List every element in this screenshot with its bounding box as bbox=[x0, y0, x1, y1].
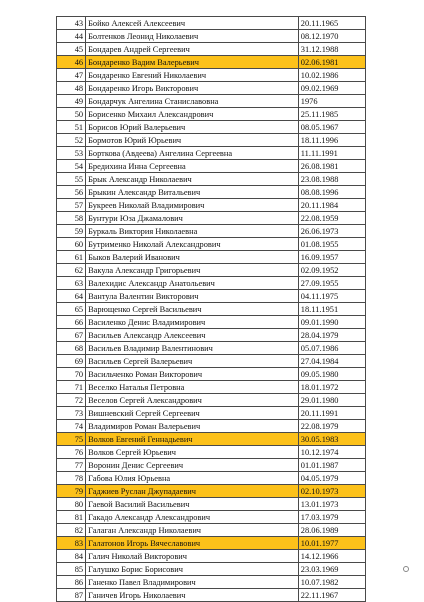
person-name-cell: Галушко Борис Борисович bbox=[86, 563, 299, 576]
row-number-cell: 81 bbox=[57, 511, 86, 524]
table-row bbox=[57, 368, 366, 381]
page-corner-mark bbox=[403, 566, 409, 572]
person-name-cell: Бондаренко Игорь Викторович bbox=[86, 82, 299, 95]
person-name-cell: Брыкин Александр Витальевич bbox=[86, 186, 299, 199]
birth-date-cell: 02.10.1973 bbox=[298, 485, 365, 498]
table-row bbox=[57, 433, 366, 446]
birth-date-cell: 26.08.1981 bbox=[298, 160, 365, 173]
table-row bbox=[57, 225, 366, 238]
person-name-cell: Гакадо Александр Александрович bbox=[86, 511, 299, 524]
birth-date-cell: 09.01.1990 bbox=[298, 316, 365, 329]
person-name-cell: Волков Сергей Юрьевич bbox=[86, 446, 299, 459]
row-number-cell: 44 bbox=[57, 30, 86, 43]
person-name-cell: Варющенко Сергей Васильевич bbox=[86, 303, 299, 316]
table-row bbox=[57, 264, 366, 277]
person-name-cell: Бондарев Андрей Сергеевич bbox=[86, 43, 299, 56]
roster-table bbox=[56, 16, 366, 602]
table-row bbox=[57, 56, 366, 69]
person-name-cell: Быков Валерий Иванович bbox=[86, 251, 299, 264]
row-number-cell: 70 bbox=[57, 368, 86, 381]
table-row bbox=[57, 459, 366, 472]
table-row bbox=[57, 316, 366, 329]
birth-date-cell: 29.01.1980 bbox=[298, 394, 365, 407]
row-number-cell: 78 bbox=[57, 472, 86, 485]
person-name-cell: Волков Евгений Геннадьевич bbox=[86, 433, 299, 446]
row-number-cell: 45 bbox=[57, 43, 86, 56]
table-row bbox=[57, 407, 366, 420]
table-row bbox=[57, 147, 366, 160]
table-row bbox=[57, 381, 366, 394]
table-row bbox=[57, 108, 366, 121]
person-name-cell: Вишневский Сергей Сергеевич bbox=[86, 407, 299, 420]
birth-date-cell: 18.11.1996 bbox=[298, 134, 365, 147]
person-name-cell: Бойко Алексей Алексеевич bbox=[86, 17, 299, 30]
person-name-cell: Бредихина Инна Сергеевна bbox=[86, 160, 299, 173]
person-name-cell: Василенко Денис Владимирович bbox=[86, 316, 299, 329]
row-number-cell: 52 bbox=[57, 134, 86, 147]
person-name-cell: Брык Александр Николаевич bbox=[86, 173, 299, 186]
row-number-cell: 51 bbox=[57, 121, 86, 134]
table-row bbox=[57, 277, 366, 290]
birth-date-cell: 09.02.1969 bbox=[298, 82, 365, 95]
person-name-cell: Веселов Сергей Александрович bbox=[86, 394, 299, 407]
birth-date-cell: 22.11.1967 bbox=[298, 589, 365, 602]
table-row bbox=[57, 17, 366, 30]
person-name-cell: Борткова (Авдеева) Ангелина Сергеевна bbox=[86, 147, 299, 160]
row-number-cell: 68 bbox=[57, 342, 86, 355]
person-name-cell: Васильев Александр Алексеевич bbox=[86, 329, 299, 342]
birth-date-cell: 02.06.1981 bbox=[298, 56, 365, 69]
person-name-cell: Веселко Наталья Петровна bbox=[86, 381, 299, 394]
table-row bbox=[57, 303, 366, 316]
row-number-cell: 87 bbox=[57, 589, 86, 602]
person-name-cell: Галатонов Игорь Вячеславович bbox=[86, 537, 299, 550]
person-name-cell: Гаевой Василий Васильевич bbox=[86, 498, 299, 511]
birth-date-cell: 22.08.1979 bbox=[298, 420, 365, 433]
row-number-cell: 63 bbox=[57, 277, 86, 290]
birth-date-cell: 31.12.1988 bbox=[298, 43, 365, 56]
table-row bbox=[57, 420, 366, 433]
row-number-cell: 67 bbox=[57, 329, 86, 342]
row-number-cell: 47 bbox=[57, 69, 86, 82]
birth-date-cell: 10.02.1986 bbox=[298, 69, 365, 82]
birth-date-cell: 25.11.1985 bbox=[298, 108, 365, 121]
table-row bbox=[57, 537, 366, 550]
row-number-cell: 71 bbox=[57, 381, 86, 394]
table-row bbox=[57, 342, 366, 355]
table-row bbox=[57, 134, 366, 147]
person-name-cell: Гаджиев Руслан Джупадаевич bbox=[86, 485, 299, 498]
birth-date-cell: 09.05.1980 bbox=[298, 368, 365, 381]
person-name-cell: Галаган Александр Николаевич bbox=[86, 524, 299, 537]
birth-date-cell: 01.08.1955 bbox=[298, 238, 365, 251]
person-name-cell: Бутрименко Николай Александрович bbox=[86, 238, 299, 251]
birth-date-cell: 08.08.1996 bbox=[298, 186, 365, 199]
table-row bbox=[57, 329, 366, 342]
table-row bbox=[57, 43, 366, 56]
row-number-cell: 61 bbox=[57, 251, 86, 264]
table-row bbox=[57, 524, 366, 537]
table-row bbox=[57, 173, 366, 186]
row-number-cell: 56 bbox=[57, 186, 86, 199]
table-row bbox=[57, 160, 366, 173]
birth-date-cell: 26.06.1973 bbox=[298, 225, 365, 238]
row-number-cell: 85 bbox=[57, 563, 86, 576]
birth-date-cell: 28.06.1989 bbox=[298, 524, 365, 537]
person-name-cell: Бормотов Юрий Юрьевич bbox=[86, 134, 299, 147]
row-number-cell: 46 bbox=[57, 56, 86, 69]
birth-date-cell: 14.12.1966 bbox=[298, 550, 365, 563]
table-row bbox=[57, 446, 366, 459]
birth-date-cell: 20.11.1965 bbox=[298, 17, 365, 30]
birth-date-cell: 23.08.1988 bbox=[298, 173, 365, 186]
table-row bbox=[57, 82, 366, 95]
birth-date-cell: 28.04.1979 bbox=[298, 329, 365, 342]
row-number-cell: 76 bbox=[57, 446, 86, 459]
row-number-cell: 82 bbox=[57, 524, 86, 537]
row-number-cell: 79 bbox=[57, 485, 86, 498]
birth-date-cell: 04.11.1975 bbox=[298, 290, 365, 303]
table-row bbox=[57, 69, 366, 82]
row-number-cell: 59 bbox=[57, 225, 86, 238]
row-number-cell: 57 bbox=[57, 199, 86, 212]
birth-date-cell: 22.08.1959 bbox=[298, 212, 365, 225]
table-row bbox=[57, 394, 366, 407]
row-number-cell: 62 bbox=[57, 264, 86, 277]
table-row bbox=[57, 186, 366, 199]
person-name-cell: Вакула Александр Григорьевич bbox=[86, 264, 299, 277]
birth-date-cell: 27.04.1984 bbox=[298, 355, 365, 368]
row-number-cell: 55 bbox=[57, 173, 86, 186]
row-number-cell: 75 bbox=[57, 433, 86, 446]
birth-date-cell: 11.11.1991 bbox=[298, 147, 365, 160]
person-name-cell: Болтенков Леонид Николаевич bbox=[86, 30, 299, 43]
row-number-cell: 80 bbox=[57, 498, 86, 511]
person-name-cell: Ганенко Павел Владимирович bbox=[86, 576, 299, 589]
row-number-cell: 83 bbox=[57, 537, 86, 550]
birth-date-cell: 23.03.1969 bbox=[298, 563, 365, 576]
person-name-cell: Буркаль Виктория Николаевна bbox=[86, 225, 299, 238]
person-name-cell: Борисов Юрий Валерьевич bbox=[86, 121, 299, 134]
birth-date-cell: 20.11.1984 bbox=[298, 199, 365, 212]
birth-date-cell: 08.05.1967 bbox=[298, 121, 365, 134]
row-number-cell: 48 bbox=[57, 82, 86, 95]
birth-date-cell: 04.05.1979 bbox=[298, 472, 365, 485]
roster-table-body bbox=[57, 17, 366, 602]
row-number-cell: 60 bbox=[57, 238, 86, 251]
table-row bbox=[57, 472, 366, 485]
birth-date-cell: 27.09.1955 bbox=[298, 277, 365, 290]
person-name-cell: Бондаренко Вадим Валерьевич bbox=[86, 56, 299, 69]
person-name-cell: Бондарчук Ангелина Станиславовна bbox=[86, 95, 299, 108]
row-number-cell: 73 bbox=[57, 407, 86, 420]
table-row bbox=[57, 251, 366, 264]
birth-date-cell: 17.03.1979 bbox=[298, 511, 365, 524]
table-row bbox=[57, 550, 366, 563]
table-row bbox=[57, 290, 366, 303]
row-number-cell: 54 bbox=[57, 160, 86, 173]
person-name-cell: Владимиров Роман Валерьевич bbox=[86, 420, 299, 433]
row-number-cell: 64 bbox=[57, 290, 86, 303]
table-row bbox=[57, 121, 366, 134]
person-name-cell: Бондаренко Евгений Николаевич bbox=[86, 69, 299, 82]
table-row bbox=[57, 485, 366, 498]
table-row bbox=[57, 199, 366, 212]
row-number-cell: 65 bbox=[57, 303, 86, 316]
birth-date-cell: 10.07.1982 bbox=[298, 576, 365, 589]
table-row bbox=[57, 212, 366, 225]
birth-date-cell: 18.01.1972 bbox=[298, 381, 365, 394]
birth-date-cell: 18.11.1951 bbox=[298, 303, 365, 316]
birth-date-cell: 10.12.1974 bbox=[298, 446, 365, 459]
row-number-cell: 69 bbox=[57, 355, 86, 368]
table-row bbox=[57, 95, 366, 108]
person-name-cell: Васильев Владимир Валентинович bbox=[86, 342, 299, 355]
row-number-cell: 66 bbox=[57, 316, 86, 329]
person-name-cell: Вантула Валентин Викторович bbox=[86, 290, 299, 303]
birth-date-cell: 02.09.1952 bbox=[298, 264, 365, 277]
birth-date-cell: 05.07.1986 bbox=[298, 342, 365, 355]
table-row bbox=[57, 498, 366, 511]
table-row bbox=[57, 563, 366, 576]
birth-date-cell: 13.01.1973 bbox=[298, 498, 365, 511]
table-row bbox=[57, 576, 366, 589]
birth-date-cell: 16.09.1957 bbox=[298, 251, 365, 264]
birth-date-cell: 08.12.1970 bbox=[298, 30, 365, 43]
row-number-cell: 72 bbox=[57, 394, 86, 407]
table-row bbox=[57, 511, 366, 524]
birth-date-cell: 1976 bbox=[298, 95, 365, 108]
person-name-cell: Бунтури Юза Джамалович bbox=[86, 212, 299, 225]
table-row bbox=[57, 238, 366, 251]
birth-date-cell: 10.01.1977 bbox=[298, 537, 365, 550]
table-row bbox=[57, 30, 366, 43]
row-number-cell: 86 bbox=[57, 576, 86, 589]
birth-date-cell: 20.11.1991 bbox=[298, 407, 365, 420]
person-name-cell: Букреев Николай Владимирович bbox=[86, 199, 299, 212]
person-name-cell: Воронин Денис Сергеевич bbox=[86, 459, 299, 472]
person-name-cell: Васильченко Роман Викторович bbox=[86, 368, 299, 381]
person-name-cell: Габова Юлия Юрьевна bbox=[86, 472, 299, 485]
row-number-cell: 50 bbox=[57, 108, 86, 121]
row-number-cell: 53 bbox=[57, 147, 86, 160]
person-name-cell: Галич Николай Викторович bbox=[86, 550, 299, 563]
row-number-cell: 77 bbox=[57, 459, 86, 472]
row-number-cell: 43 bbox=[57, 17, 86, 30]
row-number-cell: 84 bbox=[57, 550, 86, 563]
row-number-cell: 58 bbox=[57, 212, 86, 225]
row-number-cell: 74 bbox=[57, 420, 86, 433]
person-name-cell: Васильев Сергей Валерьевич bbox=[86, 355, 299, 368]
person-name-cell: Борисенко Михаил Александрович bbox=[86, 108, 299, 121]
birth-date-cell: 01.01.1987 bbox=[298, 459, 365, 472]
person-name-cell: Ганичев Игорь Николаевич bbox=[86, 589, 299, 602]
birth-date-cell: 30.05.1983 bbox=[298, 433, 365, 446]
table-row bbox=[57, 589, 366, 602]
table-row bbox=[57, 355, 366, 368]
person-name-cell: Валехидис Александр Анатольевич bbox=[86, 277, 299, 290]
row-number-cell: 49 bbox=[57, 95, 86, 108]
